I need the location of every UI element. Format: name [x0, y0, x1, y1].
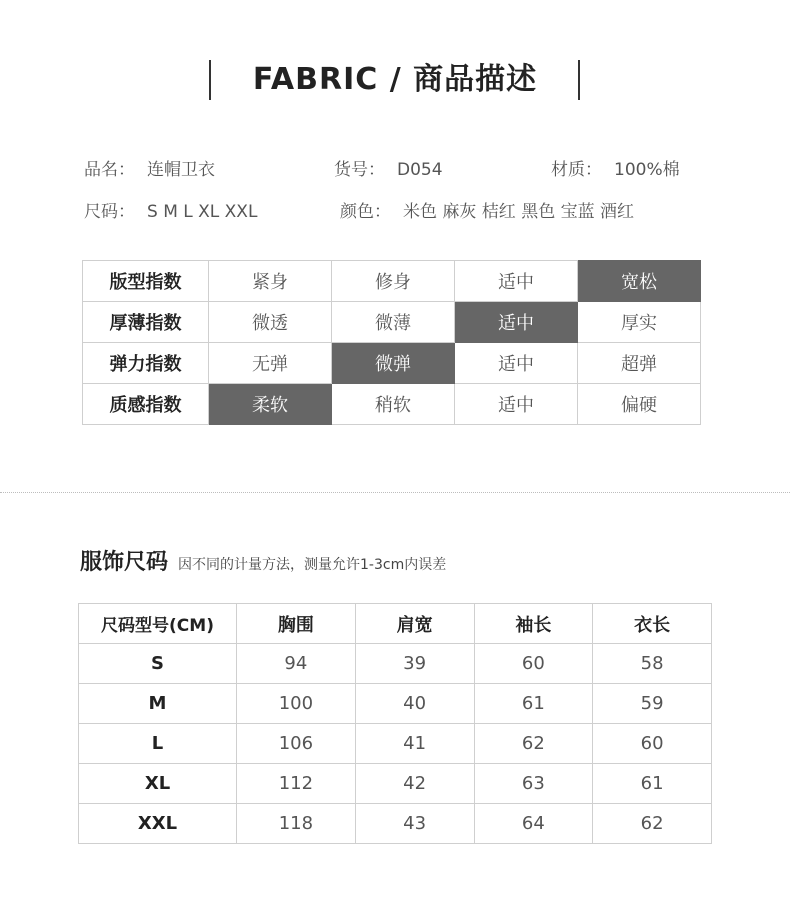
page-title: FABRIC / 商品描述	[252, 62, 538, 97]
size-chart-value-cell: 100	[237, 684, 356, 724]
index-row-label: 质感指数	[83, 384, 209, 425]
fabric-index-table	[82, 260, 701, 425]
size-chart-value-cell: 106	[237, 724, 356, 764]
size-chart-value-cell: 62	[593, 804, 712, 844]
index-option: 超弹	[578, 343, 701, 384]
index-option: 紧身	[209, 261, 332, 302]
index-option: 偏硬	[578, 384, 701, 425]
size-chart-value-cell: 41	[355, 724, 474, 764]
size-chart-size-cell: XXL	[79, 804, 237, 844]
size-chart-value-cell: 63	[474, 764, 593, 804]
index-row	[83, 302, 701, 343]
index-option-selected: 柔软	[209, 384, 332, 425]
size-chart-row	[79, 724, 712, 764]
info-name	[84, 159, 215, 181]
info-color-label: 颜色：	[340, 202, 391, 222]
size-chart-value-cell: 39	[355, 644, 474, 684]
size-chart-value-cell: 43	[355, 804, 474, 844]
size-chart-row	[79, 644, 712, 684]
index-row-label: 弹力指数	[83, 343, 209, 384]
size-chart-value-cell: 59	[593, 684, 712, 724]
size-section-title: 服饰尺码	[80, 550, 169, 575]
size-chart-value-cell: 112	[237, 764, 356, 804]
index-row	[83, 343, 701, 384]
size-chart-value-cell: 42	[355, 764, 474, 804]
size-chart-column-header: 肩宽	[355, 604, 474, 644]
size-chart-size-cell: M	[79, 684, 237, 724]
size-section-note: 因不同的计量方法，测量允许1-3cm内误差	[178, 557, 447, 573]
section-divider	[0, 492, 790, 493]
size-chart-size-cell: L	[79, 724, 237, 764]
index-option-selected: 适中	[455, 302, 578, 343]
size-chart-column-header: 胸围	[237, 604, 356, 644]
index-option-selected: 微弹	[332, 343, 455, 384]
size-chart-table	[78, 603, 712, 844]
info-size-value: S M L XL XXL	[147, 202, 258, 222]
info-name-value: 连帽卫衣	[147, 160, 215, 180]
index-option: 适中	[455, 384, 578, 425]
info-name-label: 品名：	[84, 160, 135, 180]
size-section-heading	[80, 548, 446, 578]
info-size-label: 尺码：	[84, 202, 135, 222]
size-chart-row	[79, 804, 712, 844]
index-option: 适中	[455, 343, 578, 384]
index-option: 厚实	[578, 302, 701, 343]
index-option: 适中	[455, 261, 578, 302]
index-option: 稍软	[332, 384, 455, 425]
size-chart-column-header: 尺码型号(CM)	[79, 604, 237, 644]
info-color	[340, 201, 634, 223]
size-chart-column-header: 衣长	[593, 604, 712, 644]
size-chart-value-cell: 62	[474, 724, 593, 764]
index-row-label: 厚薄指数	[83, 302, 209, 343]
size-chart-row	[79, 764, 712, 804]
info-code-label: 货号：	[334, 160, 385, 180]
index-row-label: 版型指数	[83, 261, 209, 302]
index-option: 无弹	[209, 343, 332, 384]
size-chart-value-cell: 58	[593, 644, 712, 684]
size-chart-value-cell: 94	[237, 644, 356, 684]
size-chart-size-cell: XL	[79, 764, 237, 804]
size-chart-value-cell: 61	[474, 684, 593, 724]
index-row	[83, 261, 701, 302]
fabric-header	[0, 60, 790, 102]
size-chart-value-cell: 40	[355, 684, 474, 724]
size-chart-value-cell: 64	[474, 804, 593, 844]
index-row	[83, 384, 701, 425]
index-option: 微透	[209, 302, 332, 343]
info-material	[551, 159, 680, 181]
info-color-value: 米色 麻灰 桔红 黑色 宝蓝 酒红	[403, 202, 635, 222]
index-option: 微薄	[332, 302, 455, 343]
size-chart-value-cell: 61	[593, 764, 712, 804]
info-code	[334, 159, 443, 181]
size-chart-value-cell: 60	[474, 644, 593, 684]
index-option-selected: 宽松	[578, 261, 701, 302]
size-chart-row	[79, 684, 712, 724]
info-material-label: 材质：	[551, 160, 602, 180]
info-material-value: 100%棉	[614, 160, 680, 180]
info-size	[84, 201, 257, 223]
header-divider-right	[578, 60, 580, 100]
index-option: 修身	[332, 261, 455, 302]
size-chart-value-cell: 118	[237, 804, 356, 844]
size-chart-size-cell: S	[79, 644, 237, 684]
size-chart-column-header: 袖长	[474, 604, 593, 644]
size-chart-value-cell: 60	[593, 724, 712, 764]
size-chart-header-row	[79, 604, 712, 644]
info-code-value: D054	[397, 160, 443, 180]
